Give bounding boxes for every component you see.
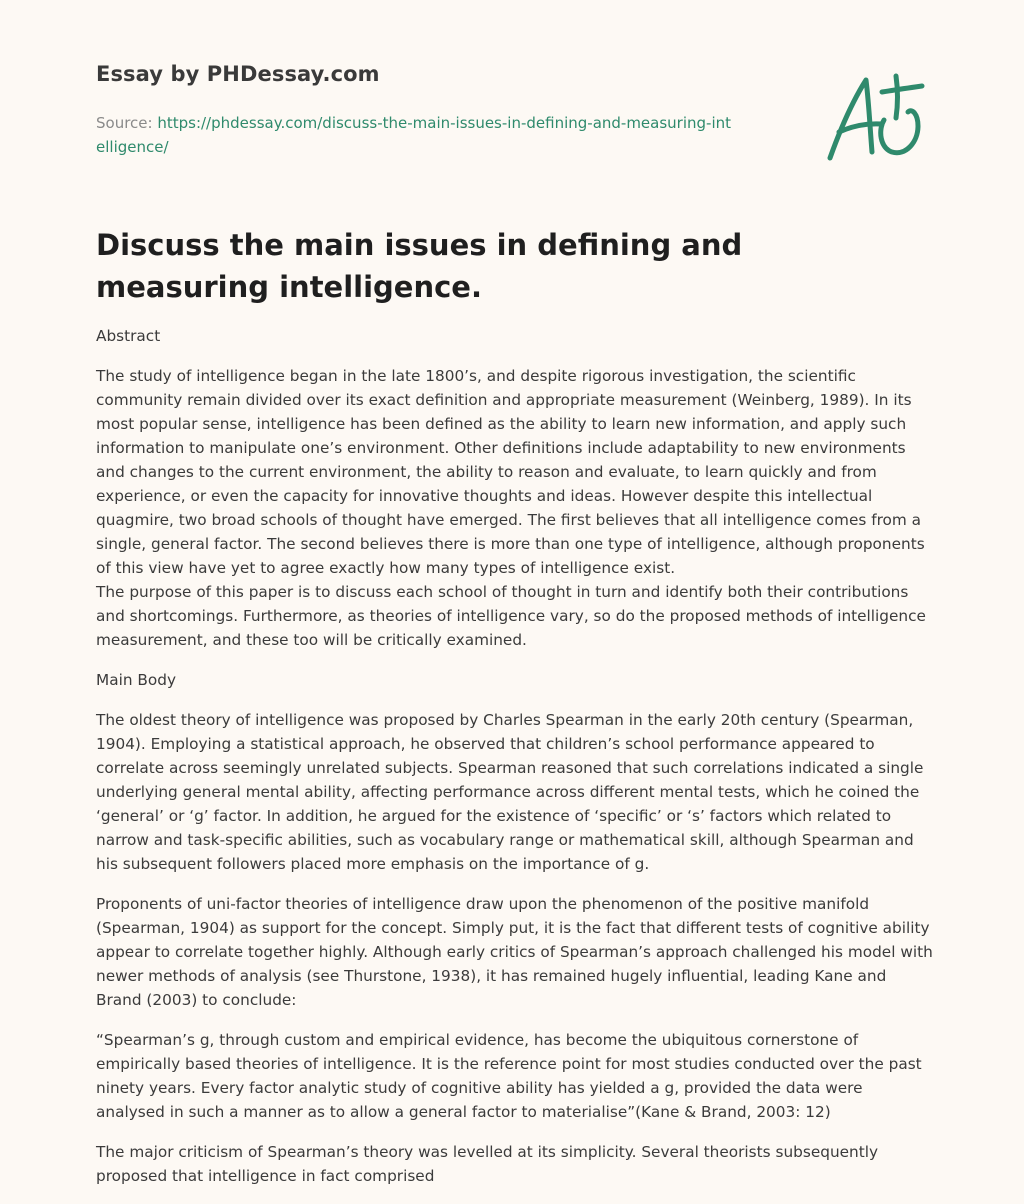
- article-title: Discuss the main issues in defining and measuring intelligence.: [96, 228, 743, 304]
- source-link[interactable]: https://phdessay.com/discuss-the-main-issues-in-defining-and-measuring-intelligence/: [96, 114, 732, 156]
- a-plus-logo-icon: [822, 68, 926, 164]
- block-quote: “Spearman’s g, through custom and empirical evidence, has become the ubiquitous cornerstone of empirically based theories of intelligence. It is the reference point for most studies conducted over the past ninety years. Every factor analytic study of cognitive ability has yielded a g, provided the data were analysed in such a manner as to allow a general factor to materialise”(Kane & Brand, 2003: 12): [96, 1031, 922, 1121]
- abstract-paragraph-1: The study of intelligence began in the late 1800’s, and despite rigorous investigation, the scientific community remain divided over its exact definition and appropriate measurement (Weinberg, 1989). In its most popular sense, intelligence has been defined as the ability to learn new information, and apply such information to manipulate one’s environment. Other definitions include adaptability to new environments and changes to the current environment, the ability to reason and evaluate, to learn quickly and from experience, or even the capacity for innovative thoughts and ideas. However despite this intellectual quagmire, two broad schools of thought have emerged. The first believes that all intelligence comes from a single, general factor. The second believes there is more than one type of intelligence, although proponents of this view have yet to agree exactly how many types of intelligence exist.: [96, 367, 925, 577]
- abstract-paragraph-2: The purpose of this paper is to discuss each school of thought in turn and identify both their contributions and shortcomings. Furthermore, as theories of intelligence vary, so do the proposed methods of intelligence measurement, and these too will be critically examined.: [96, 583, 926, 649]
- abstract-heading: Abstract: [96, 327, 161, 345]
- main-paragraph-2: Proponents of uni-factor theories of intelligence draw upon the phenomenon of the positive manifold (Spearman, 1904) as support for the concept. Simply put, it is the fact that different tests of cognitive ability appear to correlate together highly. Although early critics of Spearman’s approach challenged his model with newer methods of analysis (see Thurstone, 1938), it has remained hugely influential, leading Kane and Brand (2003) to conclude:: [96, 895, 933, 1009]
- site-brand: Essay by PHDessay.com: [96, 62, 380, 86]
- main-body-heading: Main Body: [96, 671, 176, 689]
- main-paragraph-1: The oldest theory of intelligence was proposed by Charles Spearman in the early 20th century (Spearman, 1904). Employing a statistical approach, he observed that children’s school performance appeared to correlate across seemingly unrelated subjects. Spearman reasoned that such correlations indicated a single underlying general mental ability, affecting performance across different mental tests, which he coined the ‘general’ or ‘g’ factor. In addition, he argued for the existence of ‘specific’ or ‘s’ factors which related to narrow and task-specific abilities, such as vocabulary range or mathematical skill, although Spearman and his subsequent followers placed more emphasis on the importance of g.: [96, 711, 924, 873]
- article-body: [96, 324, 934, 1204]
- source-label: Source:: [96, 114, 158, 132]
- main-paragraph-3: The major criticism of Spearman’s theory was levelled at its simplicity. Several theorists subsequently proposed that intelligence in fact comprised: [96, 1143, 879, 1185]
- source-line: [96, 111, 736, 159]
